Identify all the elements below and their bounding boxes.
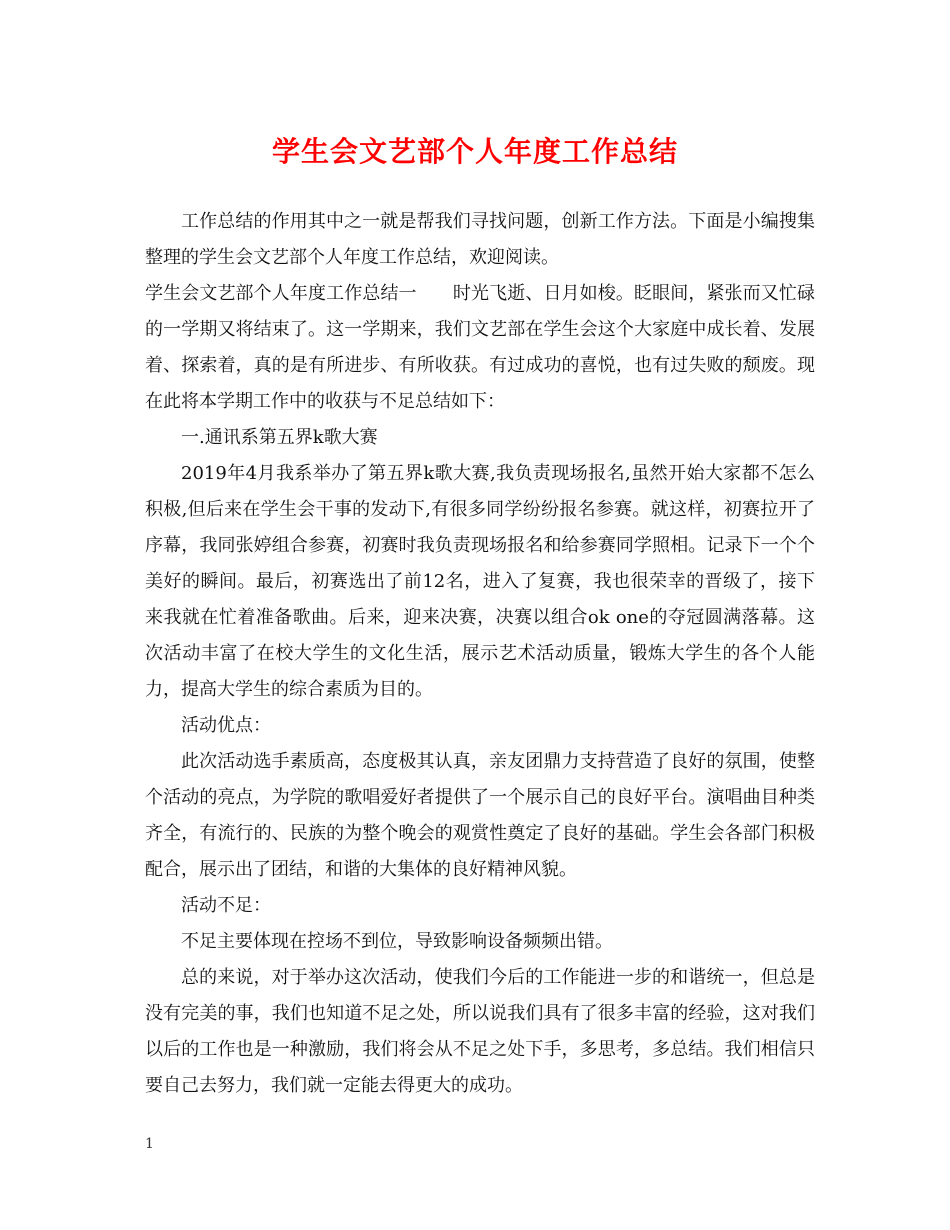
document-body [145, 204, 815, 1104]
paragraph-contest: 2019年4月我系举办了第五界k歌大赛,我负责现场报名,虽然开始大家都不怎么积极,但后来在学生会干事的发动下,有很多同学纷纷报名参赛。就这样，初赛拉开了序幕，我同张婷组合参赛，初赛时我负责现场报名和给参赛同学照相。记录下一个个美好的瞬间。最后，初赛选出了前12名，进入了复赛，我也很荣幸的晋级了，接下来我就在忙着准备歌曲。后来，迎来决赛，决赛以组合ok one的夺冠圆满落幕。这次活动丰富了在校大学生的文化生活，展示艺术活动质量，锻炼大学生的各个人能力，提高大学生的综合素质为目的。 [145, 463, 815, 700]
document-title: 学生会文艺部个人年度工作总结 [271, 135, 678, 168]
paragraph-summary-one: 学生会文艺部个人年度工作总结一 时光飞逝、日月如梭。眨眼间，紧张而又忙碌的一学期又将结束了。这一学期来，我们文艺部在学生会这个大家庭中成长着、发展着、探索着，真的是有所进步、有所收获。有过成功的喜悦，也有过失败的颓废。现在此将本学期工作中的收获与不足总结如下： [145, 283, 815, 412]
heading-advantages: 活动优点： [181, 715, 271, 736]
section-heading-contest: 一.通讯系第五界k歌大赛 [181, 427, 378, 448]
paragraph-shortcomings: 不足主要体现在控场不到位，导致影响设备频频出错。 [181, 931, 613, 952]
heading-shortcomings: 活动不足： [181, 895, 271, 916]
paragraph-intro: 工作总结的作用其中之一就是帮我们寻找问题，创新工作方法。下面是小编搜集整理的学生会文艺部个人年度工作总结，欢迎阅读。 [145, 211, 815, 268]
page-number: 1 [145, 1136, 154, 1152]
paragraph-advantages: 此次活动选手素质高，态度极其认真，亲友团鼎力支持营造了良好的氛围，使整个活动的亮点，为学院的歌唱爱好者提供了一个展示自己的良好平台。演唱曲目种类齐全，有流行的、民族的为整个晚会的观赏性奠定了良好的基础。学生会各部门积极配合，展示出了团结，和谐的大集体的良好精神风貌。 [145, 751, 815, 880]
paragraph-conclusion: 总的来说，对于举办这次活动，使我们今后的工作能进一步的和谐统一，但总是没有完美的事，我们也知道不足之处，所以说我们具有了很多丰富的经验，这对我们以后的工作也是一种激励，我们将会从不足之处下手，多思考，多总结。我们相信只要自己去努力，我们就一定能去得更大的成功。 [145, 967, 815, 1096]
